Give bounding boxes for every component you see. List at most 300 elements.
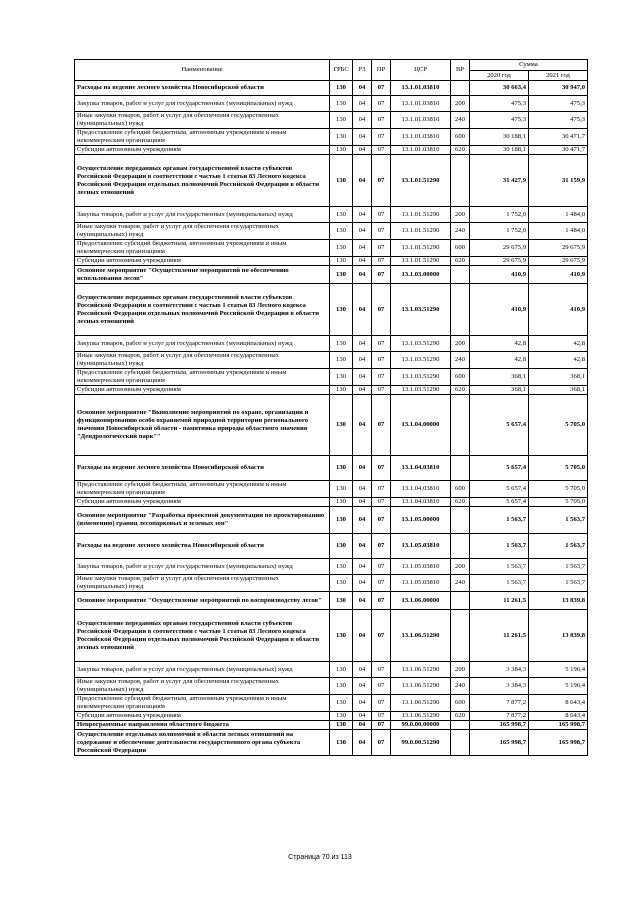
cell-pr: 07 xyxy=(372,336,391,352)
cell-v2021: 165 998,7 xyxy=(529,730,588,756)
cell-v2021: 1 563,7 xyxy=(529,534,588,559)
cell-pr: 07 xyxy=(372,695,391,712)
cell-grbs: 130 xyxy=(330,284,353,336)
cell-csr: 13.1.04.03810 xyxy=(391,481,451,498)
cell-v2021: 1 484,0 xyxy=(529,207,588,223)
cell-csr: 13.1.03.51290 xyxy=(391,284,451,336)
cell-rz: 04 xyxy=(353,352,372,369)
cell-pr: 07 xyxy=(372,155,391,207)
table-row xyxy=(75,481,588,498)
cell-name: Расходы на ведение лесного хозяйства Новосибирской области xyxy=(75,534,330,559)
cell-rz: 04 xyxy=(353,712,372,721)
cell-vr: 240 xyxy=(451,678,470,695)
table-row xyxy=(75,498,588,507)
cell-csr: 13.1.04.00000 xyxy=(391,395,451,456)
cell-v2021: 30 947,0 xyxy=(529,81,588,96)
cell-grbs: 130 xyxy=(330,507,353,534)
cell-v2020: 5 657,4 xyxy=(470,498,529,507)
cell-csr: 13.1.03.51290 xyxy=(391,336,451,352)
cell-csr: 13.1.01.51290 xyxy=(391,155,451,207)
cell-v2020: 29 675,9 xyxy=(470,240,529,257)
budget-table xyxy=(74,59,588,756)
cell-pr: 07 xyxy=(372,146,391,155)
cell-rz: 04 xyxy=(353,575,372,592)
cell-vr: 200 xyxy=(451,336,470,352)
cell-name: Иные закупки товаров, работ и услуг для обеспечения государственных (муниципальных) нужд xyxy=(75,112,330,129)
table-row xyxy=(75,592,588,610)
cell-vr xyxy=(451,395,470,456)
cell-vr: 620 xyxy=(451,498,470,507)
cell-v2021: 30 471,7 xyxy=(529,129,588,146)
cell-v2021: 5 705,0 xyxy=(529,395,588,456)
cell-v2020: 1 563,7 xyxy=(470,507,529,534)
cell-grbs: 130 xyxy=(330,266,353,284)
cell-pr: 07 xyxy=(372,81,391,96)
cell-name: Иные закупки товаров, работ и услуг для обеспечения государственных (муниципальных) нужд xyxy=(75,223,330,240)
cell-vr: 600 xyxy=(451,481,470,498)
cell-name: Основное мероприятие "Разработка проектной документации по проектированию (изменению) границ лесопарковых и зеленых зон" xyxy=(75,507,330,534)
cell-name: Субсидии автономным учреждениям xyxy=(75,712,330,721)
cell-v2021: 13 839,8 xyxy=(529,610,588,662)
cell-vr: 600 xyxy=(451,695,470,712)
cell-name: Непрограммные направления областного бюджета xyxy=(75,721,330,730)
table-row xyxy=(75,730,588,756)
cell-csr: 13.1.01.03810 xyxy=(391,112,451,129)
table-row xyxy=(75,678,588,695)
cell-grbs: 130 xyxy=(330,610,353,662)
cell-name: Расходы на ведение лесного хозяйства Новосибирской области xyxy=(75,81,330,96)
cell-grbs: 130 xyxy=(330,592,353,610)
cell-grbs: 130 xyxy=(330,575,353,592)
cell-grbs: 130 xyxy=(330,730,353,756)
table-row xyxy=(75,369,588,386)
cell-csr: 13.1.05.03810 xyxy=(391,575,451,592)
cell-csr: 13.1.01.03810 xyxy=(391,81,451,96)
cell-v2021: 42,8 xyxy=(529,336,588,352)
cell-pr: 07 xyxy=(372,266,391,284)
cell-v2020: 5 657,4 xyxy=(470,481,529,498)
cell-vr: 620 xyxy=(451,712,470,721)
cell-csr: 13.1.01.03810 xyxy=(391,146,451,155)
table-row xyxy=(75,336,588,352)
cell-csr: 13.1.04.03810 xyxy=(391,456,451,481)
cell-pr: 07 xyxy=(372,456,391,481)
cell-pr: 07 xyxy=(372,112,391,129)
cell-vr: 600 xyxy=(451,240,470,257)
cell-v2020: 29 675,9 xyxy=(470,257,529,266)
cell-grbs: 130 xyxy=(330,352,353,369)
cell-pr: 07 xyxy=(372,721,391,730)
cell-vr: 240 xyxy=(451,112,470,129)
cell-name: Субсидии автономным учреждениям xyxy=(75,498,330,507)
cell-rz: 04 xyxy=(353,81,372,96)
cell-v2021: 1 484,0 xyxy=(529,223,588,240)
cell-grbs: 130 xyxy=(330,456,353,481)
cell-v2021: 5 705,0 xyxy=(529,481,588,498)
cell-v2021: 475,3 xyxy=(529,96,588,112)
cell-v2020: 165 998,7 xyxy=(470,730,529,756)
cell-csr: 99.0.00.51290 xyxy=(391,730,451,756)
cell-v2021: 8 643,4 xyxy=(529,712,588,721)
header-name: Наименование xyxy=(75,60,330,81)
cell-grbs: 130 xyxy=(330,559,353,575)
cell-v2021: 5 705,0 xyxy=(529,498,588,507)
cell-vr xyxy=(451,266,470,284)
cell-vr xyxy=(451,155,470,207)
cell-pr: 07 xyxy=(372,678,391,695)
cell-pr: 07 xyxy=(372,498,391,507)
table-row xyxy=(75,559,588,575)
cell-rz: 04 xyxy=(353,336,372,352)
cell-grbs: 130 xyxy=(330,96,353,112)
cell-name: Закупка товаров, работ и услуг для государственных (муниципальных) нужд xyxy=(75,207,330,223)
cell-grbs: 130 xyxy=(330,240,353,257)
cell-csr: 13.1.05.00000 xyxy=(391,507,451,534)
cell-v2020: 3 384,3 xyxy=(470,662,529,678)
cell-vr xyxy=(451,592,470,610)
table-row xyxy=(75,266,588,284)
table-row xyxy=(75,129,588,146)
header-year-2020: 2020 год xyxy=(470,71,529,81)
table-row xyxy=(75,721,588,730)
header-sum: Сумма xyxy=(470,60,588,71)
cell-csr: 13.1.01.03810 xyxy=(391,129,451,146)
cell-rz: 04 xyxy=(353,507,372,534)
cell-vr xyxy=(451,456,470,481)
cell-vr: 200 xyxy=(451,96,470,112)
cell-v2020: 11 261,5 xyxy=(470,592,529,610)
cell-name: Субсидии автономным учреждениям xyxy=(75,257,330,266)
cell-grbs: 130 xyxy=(330,336,353,352)
table-row xyxy=(75,284,588,336)
table-row xyxy=(75,662,588,678)
cell-name: Закупка товаров, работ и услуг для государственных (муниципальных) нужд xyxy=(75,336,330,352)
cell-grbs: 130 xyxy=(330,534,353,559)
cell-csr: 13.1.01.51290 xyxy=(391,257,451,266)
table-row xyxy=(75,146,588,155)
cell-pr: 07 xyxy=(372,369,391,386)
header-csr: ЦСР xyxy=(391,60,451,81)
cell-v2021: 5 705,0 xyxy=(529,456,588,481)
cell-pr: 07 xyxy=(372,223,391,240)
cell-v2020: 410,9 xyxy=(470,266,529,284)
cell-grbs: 130 xyxy=(330,369,353,386)
cell-rz: 04 xyxy=(353,730,372,756)
table-row xyxy=(75,386,588,395)
cell-csr: 13.1.06.00000 xyxy=(391,592,451,610)
cell-pr: 07 xyxy=(372,386,391,395)
cell-csr: 13.1.03.51290 xyxy=(391,352,451,369)
cell-csr: 13.1.01.51290 xyxy=(391,223,451,240)
cell-v2020: 475,3 xyxy=(470,96,529,112)
cell-pr: 07 xyxy=(372,662,391,678)
cell-name: Иные закупки товаров, работ и услуг для обеспечения государственных (муниципальных) нужд xyxy=(75,575,330,592)
table-row xyxy=(75,575,588,592)
cell-v2020: 368,1 xyxy=(470,369,529,386)
cell-pr: 07 xyxy=(372,96,391,112)
table-row xyxy=(75,610,588,662)
cell-name: Предоставление субсидий бюджетным, автономным учреждениям и иным некоммерческим организациям xyxy=(75,695,330,712)
cell-pr: 07 xyxy=(372,559,391,575)
cell-vr xyxy=(451,284,470,336)
cell-v2021: 30 471,7 xyxy=(529,146,588,155)
cell-name: Субсидии автономным учреждениям xyxy=(75,386,330,395)
cell-grbs: 130 xyxy=(330,129,353,146)
cell-vr: 200 xyxy=(451,559,470,575)
cell-v2021: 165 998,7 xyxy=(529,721,588,730)
cell-v2020: 5 657,4 xyxy=(470,395,529,456)
cell-pr: 07 xyxy=(372,534,391,559)
cell-v2020: 368,1 xyxy=(470,386,529,395)
cell-vr xyxy=(451,81,470,96)
cell-pr: 07 xyxy=(372,730,391,756)
cell-pr: 07 xyxy=(372,395,391,456)
cell-v2020: 42,8 xyxy=(470,352,529,369)
cell-v2020: 475,3 xyxy=(470,112,529,129)
cell-v2020: 1 563,7 xyxy=(470,575,529,592)
cell-v2021: 8 643,4 xyxy=(529,695,588,712)
cell-v2020: 30 188,1 xyxy=(470,129,529,146)
cell-grbs: 130 xyxy=(330,662,353,678)
cell-rz: 04 xyxy=(353,112,372,129)
cell-grbs: 130 xyxy=(330,81,353,96)
cell-name: Субсидии автономным учреждениям xyxy=(75,146,330,155)
cell-rz: 04 xyxy=(353,223,372,240)
cell-csr: 13.1.01.51290 xyxy=(391,240,451,257)
cell-rz: 04 xyxy=(353,240,372,257)
cell-name: Закупка товаров, работ и услуг для государственных (муниципальных) нужд xyxy=(75,662,330,678)
table-row xyxy=(75,96,588,112)
cell-grbs: 130 xyxy=(330,155,353,207)
cell-v2021: 368,1 xyxy=(529,369,588,386)
table-row xyxy=(75,456,588,481)
cell-name: Предоставление субсидий бюджетным, автономным учреждениям и иным некоммерческим организациям xyxy=(75,240,330,257)
cell-pr: 07 xyxy=(372,352,391,369)
table-body xyxy=(75,81,588,756)
header-pr: ПР xyxy=(372,60,391,81)
cell-v2020: 1 752,0 xyxy=(470,223,529,240)
cell-vr xyxy=(451,730,470,756)
cell-v2020: 5 657,4 xyxy=(470,456,529,481)
cell-vr: 620 xyxy=(451,257,470,266)
cell-pr: 07 xyxy=(372,129,391,146)
cell-rz: 04 xyxy=(353,721,372,730)
cell-name: Закупка товаров, работ и услуг для государственных (муниципальных) нужд xyxy=(75,96,330,112)
cell-v2020: 1 752,0 xyxy=(470,207,529,223)
cell-v2021: 31 159,9 xyxy=(529,155,588,207)
cell-name: Основное мероприятие "Выполнение мероприятий по охране, организации и функционированию особо охраняемой природной территории регионального значения Новосибирской области - памятника природы областного значения "Дендрологический парк"" xyxy=(75,395,330,456)
cell-csr: 13.1.06.51290 xyxy=(391,695,451,712)
cell-grbs: 130 xyxy=(330,481,353,498)
cell-grbs: 130 xyxy=(330,678,353,695)
cell-v2021: 1 563,7 xyxy=(529,559,588,575)
cell-rz: 04 xyxy=(353,284,372,336)
cell-vr: 620 xyxy=(451,146,470,155)
cell-name: Предоставление субсидий бюджетным, автономным учреждениям и иным некоммерческим организациям xyxy=(75,369,330,386)
cell-grbs: 130 xyxy=(330,112,353,129)
cell-name: Основное мероприятие "Осуществление мероприятий по воспроизводству лесов" xyxy=(75,592,330,610)
cell-grbs: 130 xyxy=(330,257,353,266)
cell-v2020: 410,9 xyxy=(470,284,529,336)
table-row xyxy=(75,507,588,534)
cell-csr: 13.1.03.51290 xyxy=(391,369,451,386)
cell-v2020: 30 663,4 xyxy=(470,81,529,96)
cell-pr: 07 xyxy=(372,712,391,721)
cell-rz: 04 xyxy=(353,129,372,146)
cell-v2021: 5 196,4 xyxy=(529,662,588,678)
cell-csr: 13.1.06.51290 xyxy=(391,678,451,695)
cell-name: Иные закупки товаров, работ и услуг для обеспечения государственных (муниципальных) нужд xyxy=(75,352,330,369)
cell-csr: 13.1.05.03810 xyxy=(391,559,451,575)
header-year-2021: 2021 год xyxy=(529,71,588,81)
table-row xyxy=(75,695,588,712)
table-row xyxy=(75,155,588,207)
cell-pr: 07 xyxy=(372,610,391,662)
cell-v2020: 3 384,3 xyxy=(470,678,529,695)
cell-vr xyxy=(451,610,470,662)
cell-v2020: 7 877,2 xyxy=(470,712,529,721)
table-row xyxy=(75,207,588,223)
cell-vr: 200 xyxy=(451,207,470,223)
cell-rz: 04 xyxy=(353,610,372,662)
cell-rz: 04 xyxy=(353,592,372,610)
cell-name: Предоставление субсидий бюджетным, автономным учреждениям и иным некоммерческим организациям xyxy=(75,481,330,498)
cell-v2021: 475,3 xyxy=(529,112,588,129)
cell-v2021: 29 675,9 xyxy=(529,257,588,266)
cell-v2020: 1 563,7 xyxy=(470,534,529,559)
cell-pr: 07 xyxy=(372,257,391,266)
cell-name: Расходы на ведение лесного хозяйства Новосибирской области xyxy=(75,456,330,481)
cell-rz: 04 xyxy=(353,695,372,712)
cell-csr: 13.1.01.51290 xyxy=(391,207,451,223)
header-grbs: ГРБС xyxy=(330,60,353,81)
cell-rz: 04 xyxy=(353,559,372,575)
cell-v2021: 5 196,4 xyxy=(529,678,588,695)
cell-csr: 13.1.01.03810 xyxy=(391,96,451,112)
cell-pr: 07 xyxy=(372,481,391,498)
cell-grbs: 130 xyxy=(330,695,353,712)
cell-rz: 04 xyxy=(353,678,372,695)
cell-pr: 07 xyxy=(372,592,391,610)
cell-rz: 04 xyxy=(353,266,372,284)
cell-v2021: 368,1 xyxy=(529,386,588,395)
header-rz: РЗ xyxy=(353,60,372,81)
cell-vr: 240 xyxy=(451,223,470,240)
cell-rz: 04 xyxy=(353,481,372,498)
cell-grbs: 130 xyxy=(330,721,353,730)
cell-v2021: 29 675,9 xyxy=(529,240,588,257)
cell-v2020: 7 877,2 xyxy=(470,695,529,712)
cell-rz: 04 xyxy=(353,96,372,112)
cell-grbs: 130 xyxy=(330,386,353,395)
cell-vr xyxy=(451,721,470,730)
cell-vr xyxy=(451,507,470,534)
cell-v2020: 165 998,7 xyxy=(470,721,529,730)
table-row xyxy=(75,223,588,240)
cell-name: Предоставление субсидий бюджетным, автономным учреждениям и иным некоммерческим организациям xyxy=(75,129,330,146)
header-row-top xyxy=(75,60,588,71)
header-vr: ВР xyxy=(451,60,470,81)
cell-v2020: 30 188,1 xyxy=(470,146,529,155)
cell-name: Осуществление переданных органам государственной власти субъектов Российской Федерации в соответствии с частью 1 статьи 83 Лесного кодекса Российской Федерации отдельных полномочий Российской Федерации в области лесных отношений xyxy=(75,284,330,336)
cell-grbs: 130 xyxy=(330,498,353,507)
cell-v2021: 410,9 xyxy=(529,284,588,336)
cell-csr: 13.1.03.51290 xyxy=(391,386,451,395)
cell-vr: 600 xyxy=(451,129,470,146)
cell-v2021: 42,8 xyxy=(529,352,588,369)
cell-grbs: 130 xyxy=(330,395,353,456)
cell-csr: 13.1.06.51290 xyxy=(391,662,451,678)
cell-grbs: 130 xyxy=(330,146,353,155)
cell-csr: 13.1.06.51290 xyxy=(391,610,451,662)
cell-rz: 04 xyxy=(353,534,372,559)
cell-v2020: 1 563,7 xyxy=(470,559,529,575)
table-row xyxy=(75,352,588,369)
table-row xyxy=(75,395,588,456)
cell-pr: 07 xyxy=(372,240,391,257)
cell-rz: 04 xyxy=(353,155,372,207)
cell-pr: 07 xyxy=(372,575,391,592)
cell-csr: 13.1.06.51290 xyxy=(391,712,451,721)
cell-rz: 04 xyxy=(353,369,372,386)
cell-csr: 13.1.05.03810 xyxy=(391,534,451,559)
cell-v2021: 1 563,7 xyxy=(529,507,588,534)
cell-grbs: 130 xyxy=(330,712,353,721)
cell-rz: 04 xyxy=(353,386,372,395)
cell-name: Осуществление отдельных полномочий в области лесных отношений на содержание и обеспечение деятельности государственного органа субъекта Российской Федерации xyxy=(75,730,330,756)
cell-csr: 99.0.00.00000 xyxy=(391,721,451,730)
cell-rz: 04 xyxy=(353,662,372,678)
cell-vr: 620 xyxy=(451,386,470,395)
cell-vr: 200 xyxy=(451,662,470,678)
cell-name: Осуществление переданных органам государственной власти субъектов Российской Федерации в соответствии с частью 1 статьи 83 Лесного кодекса Российской Федерации отдельных полномочий Российской Федерации в области лесных отношений xyxy=(75,610,330,662)
cell-vr: 240 xyxy=(451,352,470,369)
cell-vr: 240 xyxy=(451,575,470,592)
cell-rz: 04 xyxy=(353,456,372,481)
cell-rz: 04 xyxy=(353,257,372,266)
cell-name: Осуществление переданных органам государственной власти субъектов Российской Федерации в соответствии с частью 1 статьи 83 Лесного кодекса Российской Федерации отдельных полномочий Российской Федерации в области лесных отношений xyxy=(75,155,330,207)
cell-v2020: 11 261,5 xyxy=(470,610,529,662)
table-row xyxy=(75,534,588,559)
cell-name: Закупка товаров, работ и услуг для государственных (муниципальных) нужд xyxy=(75,559,330,575)
cell-pr: 07 xyxy=(372,507,391,534)
cell-v2020: 42,8 xyxy=(470,336,529,352)
cell-v2021: 1 563,7 xyxy=(529,575,588,592)
cell-name: Основное мероприятие "Осуществление мероприятий по обеспечению использования лесов" xyxy=(75,266,330,284)
cell-pr: 07 xyxy=(372,284,391,336)
cell-vr: 600 xyxy=(451,369,470,386)
cell-grbs: 130 xyxy=(330,207,353,223)
cell-rz: 04 xyxy=(353,395,372,456)
cell-v2020: 31 427,9 xyxy=(470,155,529,207)
cell-v2021: 410,9 xyxy=(529,266,588,284)
cell-csr: 13.1.04.03810 xyxy=(391,498,451,507)
cell-rz: 04 xyxy=(353,207,372,223)
cell-vr xyxy=(451,534,470,559)
table-row xyxy=(75,712,588,721)
cell-rz: 04 xyxy=(353,498,372,507)
cell-csr: 13.1.03.00000 xyxy=(391,266,451,284)
cell-v2021: 13 839,8 xyxy=(529,592,588,610)
cell-name: Иные закупки товаров, работ и услуг для обеспечения государственных (муниципальных) нужд xyxy=(75,678,330,695)
budget-table-container xyxy=(74,59,587,756)
table-row xyxy=(75,112,588,129)
page-number: Страница 70 из 113 xyxy=(288,854,352,861)
cell-grbs: 130 xyxy=(330,223,353,240)
table-row xyxy=(75,257,588,266)
cell-pr: 07 xyxy=(372,207,391,223)
table-row xyxy=(75,81,588,96)
